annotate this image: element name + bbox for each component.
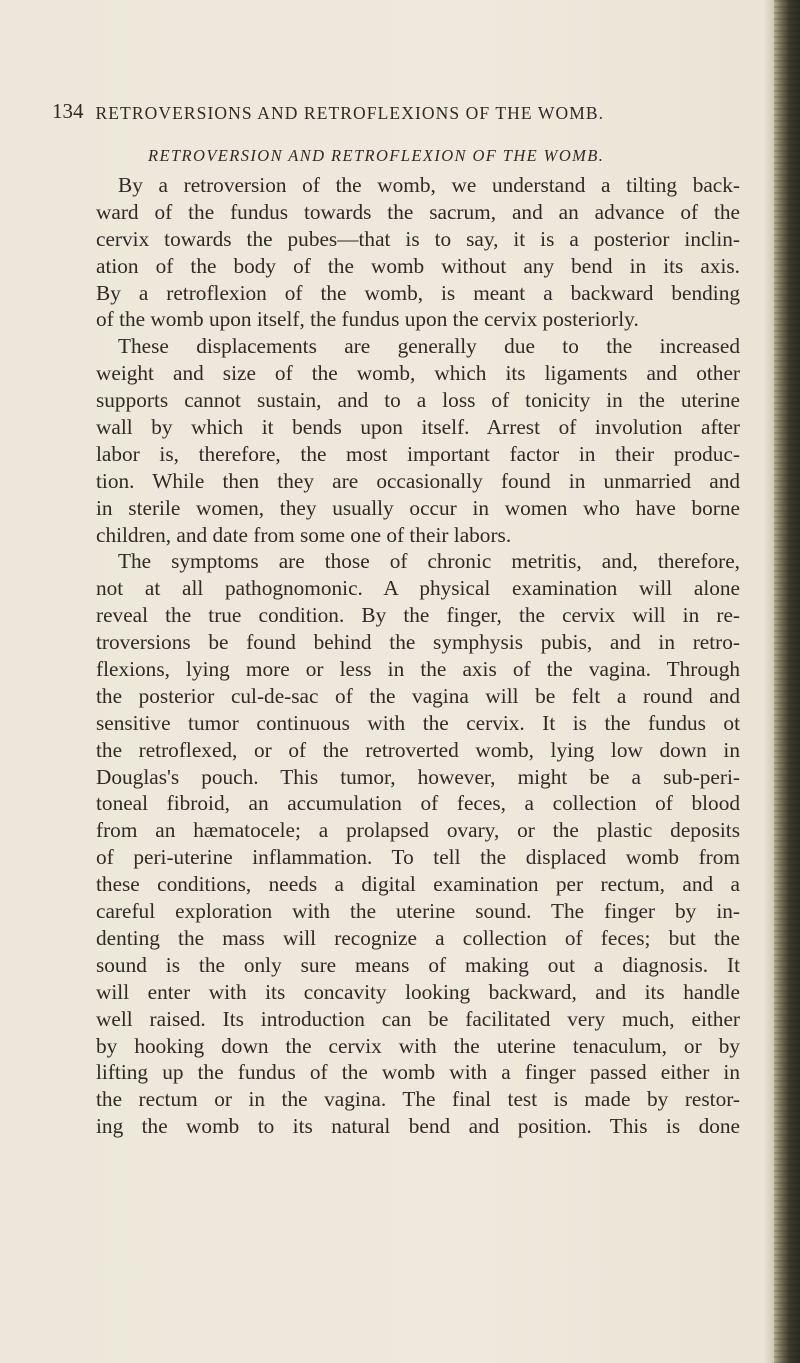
text-line: ing the womb to its natural bend and position. This is done: [96, 1114, 740, 1139]
text-line: by hooking down the cervix with the uterine tenaculum, or by: [96, 1033, 740, 1058]
text-line: ward of the fundus towards the sacrum, and an advance of the: [96, 199, 740, 224]
text-line: will enter with its concavity looking backward, and its handle: [96, 979, 740, 1004]
text-line: toneal fibroid, an accumulation of feces, a collection of blood: [96, 791, 740, 816]
text-line: supports cannot sustain, and to a loss of tonicity in the uterine: [96, 388, 740, 413]
page-edge-binding: [774, 0, 800, 1363]
text-line: the posterior cul-de-sac of the vagina will be felt a round and: [96, 683, 740, 708]
text-line: weight and size of the womb, which its ligaments and other: [96, 361, 740, 386]
text-line: flexions, lying more or less in the axis of the vagina. Through: [96, 657, 740, 682]
text-line: denting the mass will recognize a collection of feces; but the: [96, 925, 740, 950]
text-line: By a retroflexion of the womb, is meant a backward bending: [96, 280, 740, 305]
body-text: [96, 172, 740, 1139]
text-line: careful exploration with the uterine sound. The finger by in-: [96, 899, 740, 924]
text-line: lifting up the fundus of the womb with a finger passed either in: [96, 1060, 740, 1085]
text-line: The symptoms are those of chronic metritis, and, therefore,: [118, 549, 740, 574]
text-line: These displacements are generally due to the increased: [118, 334, 740, 359]
page-number: 134: [52, 99, 84, 123]
text-line: of the womb upon itself, the fundus upon the cervix posteriorly.: [96, 307, 639, 332]
text-line: troversions be found behind the symphysis pubis, and in retro-: [96, 630, 740, 655]
text-line: the rectum or in the vagina. The final test is made by restor-: [96, 1087, 740, 1112]
text-line: wall by which it bends upon itself. Arrest of involution after: [96, 415, 740, 440]
text-line: in sterile women, they usually occur in women who have borne: [96, 495, 740, 520]
text-line: the retroflexed, or of the retroverted womb, lying low down in: [96, 737, 740, 762]
text-line: of peri-uterine inflammation. To tell the displaced womb from: [96, 845, 740, 870]
text-line: By a retroversion of the womb, we understand a tilting back-: [118, 173, 740, 197]
text-line: sound is the only sure means of making out a diagnosis. It: [96, 952, 740, 977]
text-line: sensitive tumor continuous with the cervix. It is the fundus ot: [96, 710, 740, 735]
text-line: Douglas's pouch. This tumor, however, might be a sub-peri-: [96, 764, 740, 789]
text-line: children, and date from some one of their labors.: [96, 522, 512, 547]
running-head: [52, 99, 762, 129]
section-title: RETROVERSION AND RETROFLEXION OF THE WOMB.: [148, 146, 605, 165]
text-line: ation of the body of the womb without any bend in its axis.: [96, 253, 740, 278]
text-line: reveal the true condition. By the finger, the cervix will in re-: [96, 603, 740, 628]
text-line: cervix towards the pubes—that is to say, it is a posterior inclin-: [96, 226, 740, 251]
text-line: tion. While then they are occasionally found in unmarried and: [96, 468, 740, 493]
text-line: labor is, therefore, the most important factor in their produc-: [96, 441, 740, 466]
text-line: well raised. Its introduction can be facilitated very much, either: [96, 1006, 740, 1031]
text-line: from an hæmatocele; a prolapsed ovary, or the plastic deposits: [96, 818, 740, 843]
running-head-title: RETROVERSIONS AND RETROFLEXIONS OF THE WOMB.: [95, 103, 605, 123]
text-line: these conditions, needs a digital examination per rectum, and a: [96, 872, 740, 897]
text-line: not at all pathognomonic. A physical examination will alone: [96, 576, 740, 601]
page-edge-shadow: [764, 0, 774, 1363]
